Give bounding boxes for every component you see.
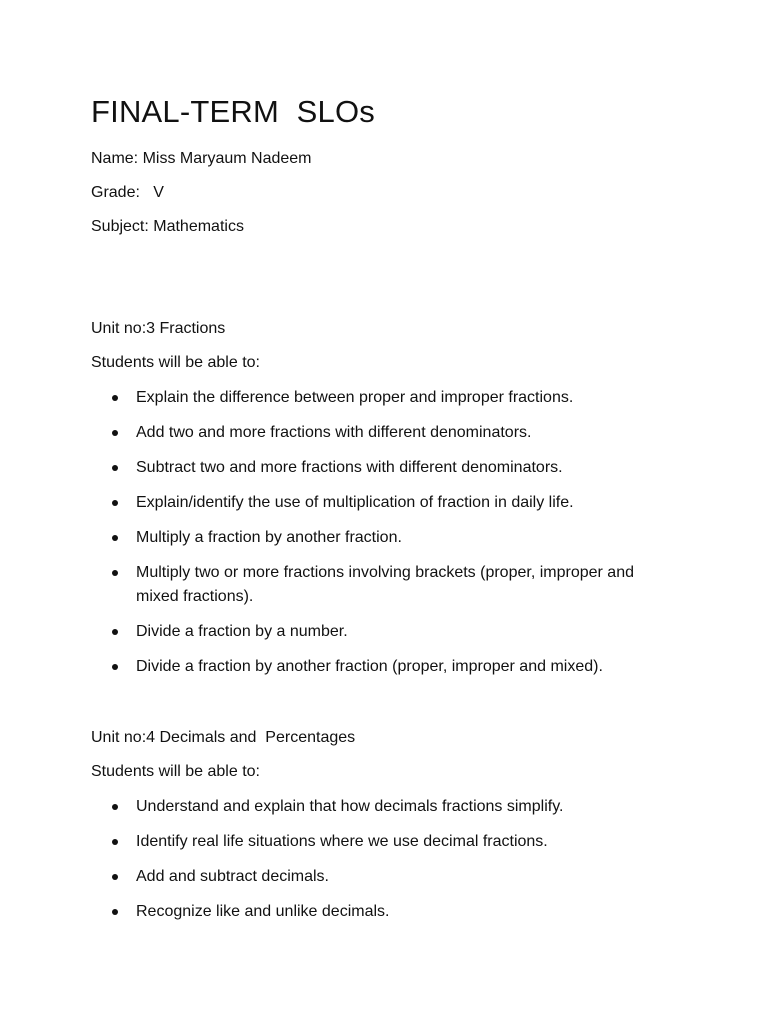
unit-heading: Unit no:4 Decimals and Percentages bbox=[91, 729, 356, 746]
bullet-icon bbox=[112, 535, 118, 541]
objective-text: Add and subtract decimals. bbox=[136, 868, 329, 885]
objective-text: Multiply a fraction by another fraction. bbox=[136, 529, 402, 546]
objective-text: Subtract two and more fractions with different denominators. bbox=[136, 459, 563, 476]
bullet-icon bbox=[112, 664, 118, 670]
page-title: FINAL-TERM SLOs bbox=[91, 94, 375, 129]
bullet-icon bbox=[112, 874, 118, 880]
bullet-icon bbox=[112, 839, 118, 845]
objective-text: Divide a fraction by a number. bbox=[136, 623, 348, 640]
list-item bbox=[91, 620, 691, 644]
objective-text: Multiply two or more fractions involving brackets (proper, improper and mixed fractions). bbox=[136, 564, 634, 605]
bullet-icon bbox=[112, 430, 118, 436]
objective-text: Explain/identify the use of multiplication of fraction in daily life. bbox=[136, 494, 574, 511]
objective-text: Identify real life situations where we use decimal fractions. bbox=[136, 833, 548, 850]
subject-line: Subject: Mathematics bbox=[91, 218, 244, 235]
list-item bbox=[91, 456, 691, 480]
list-item bbox=[91, 386, 691, 410]
list-item bbox=[91, 421, 691, 445]
unit-intro: Students will be able to: bbox=[91, 354, 260, 371]
list-item bbox=[91, 830, 691, 854]
list-item bbox=[91, 491, 691, 515]
list-item bbox=[91, 655, 691, 679]
unit-objectives-list bbox=[91, 386, 691, 679]
bullet-icon bbox=[112, 909, 118, 915]
bullet-icon bbox=[112, 465, 118, 471]
grade-line: Grade: V bbox=[91, 184, 164, 201]
unit-intro: Students will be able to: bbox=[91, 763, 260, 780]
bullet-icon bbox=[112, 629, 118, 635]
objective-text: Explain the difference between proper and improper fractions. bbox=[136, 389, 574, 406]
objective-text: Add two and more fractions with different denominators. bbox=[136, 424, 532, 441]
bullet-icon bbox=[112, 804, 118, 810]
bullet-icon bbox=[112, 570, 118, 576]
list-item bbox=[91, 865, 691, 889]
list-item bbox=[91, 900, 691, 924]
objective-text: Recognize like and unlike decimals. bbox=[136, 903, 390, 920]
list-item bbox=[91, 795, 691, 819]
teacher-name: Name: Miss Maryaum Nadeem bbox=[91, 150, 312, 167]
list-item bbox=[91, 561, 691, 609]
unit-heading: Unit no:3 Fractions bbox=[91, 320, 226, 337]
bullet-icon bbox=[112, 500, 118, 506]
bullet-icon bbox=[112, 395, 118, 401]
objective-text: Understand and explain that how decimals fractions simplify. bbox=[136, 798, 564, 815]
unit-objectives-list bbox=[91, 795, 691, 924]
objective-text: Divide a fraction by another fraction (proper, improper and mixed). bbox=[136, 658, 603, 675]
list-item bbox=[91, 526, 691, 550]
